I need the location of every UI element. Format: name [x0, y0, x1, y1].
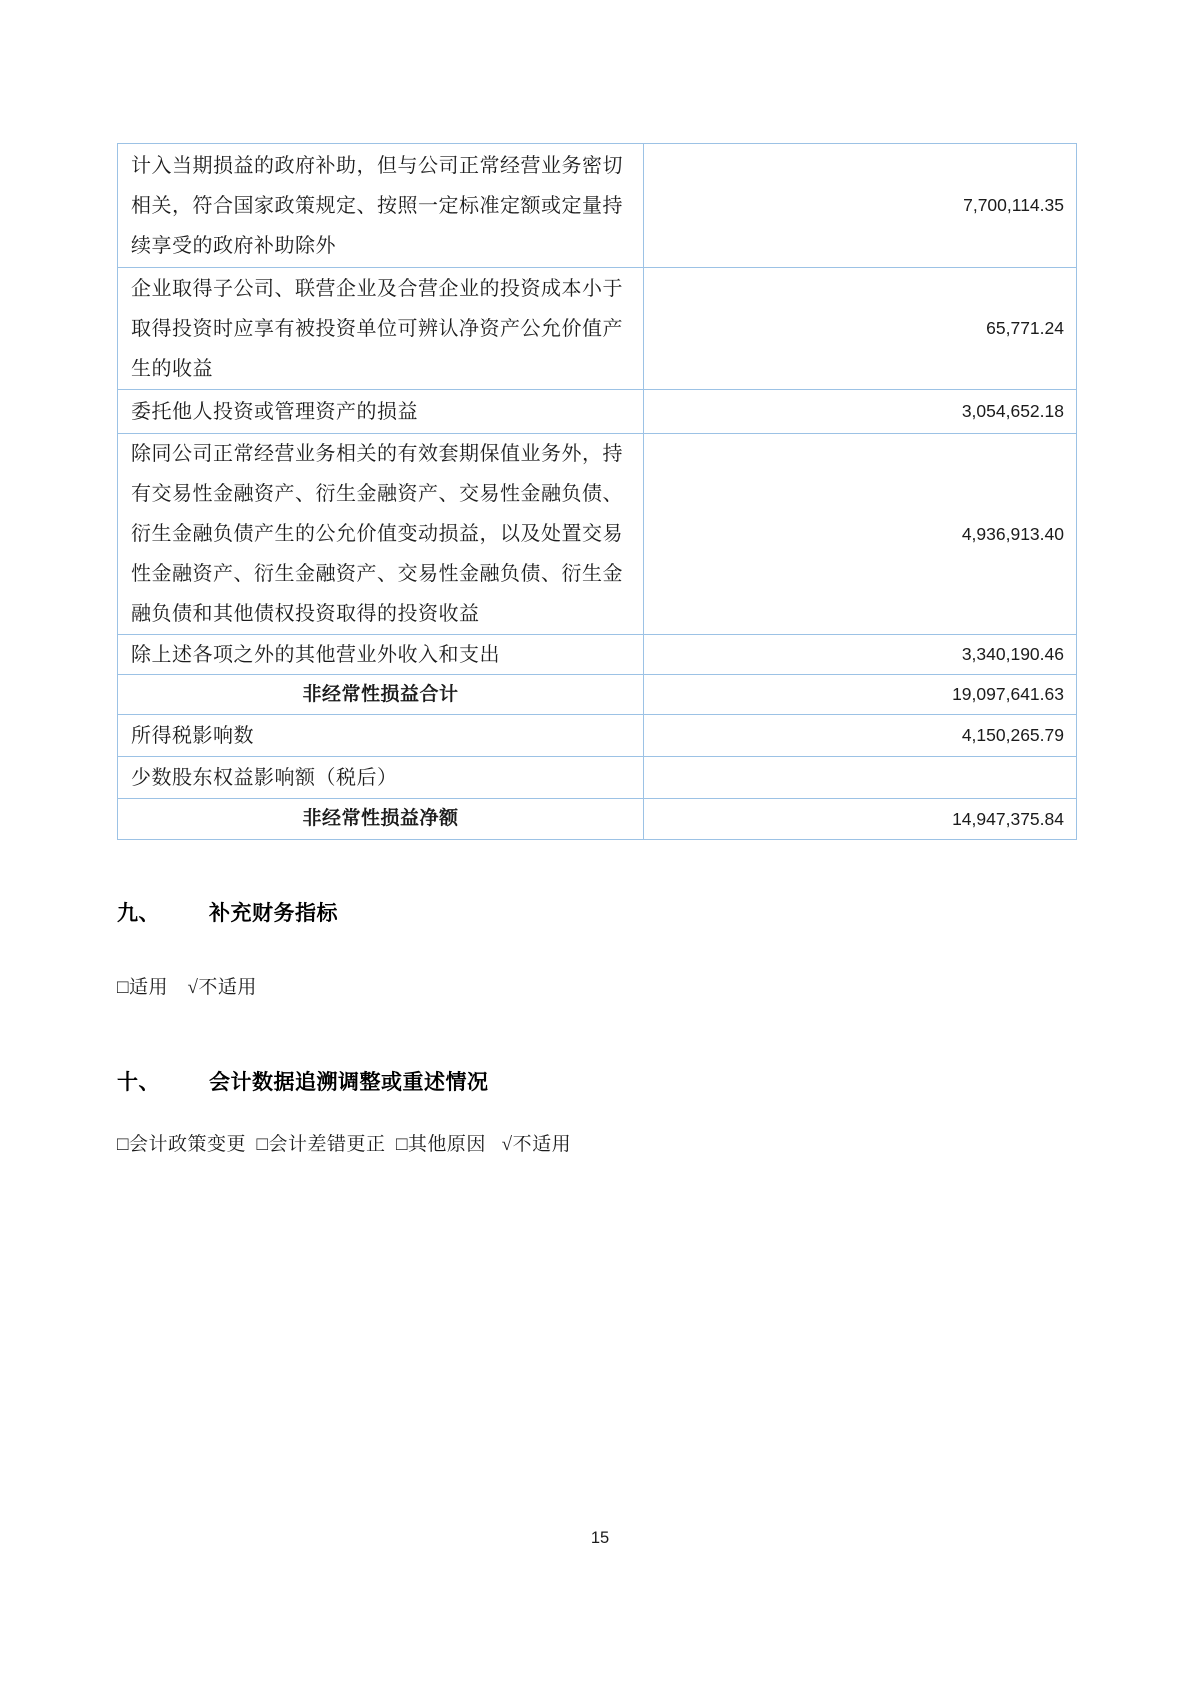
table-row — [118, 144, 1076, 268]
section-heading-10 — [117, 1066, 489, 1096]
item-label: 企业取得子公司、联营企业及合营企业的投资成本小于取得投资时应享有被投资单位可辨认净资产公允价值产生的收益 — [131, 277, 623, 380]
item-label: 委托他人投资或管理资产的损益 — [131, 400, 418, 423]
table-row — [118, 635, 1076, 675]
item-label-cell — [118, 635, 644, 674]
item-value: 4,150,265.79 — [961, 725, 1064, 745]
item-label-cell — [118, 715, 644, 756]
section-number: 十、 — [117, 1071, 160, 1094]
table-row — [118, 268, 1076, 390]
item-value: 4,936,913.40 — [961, 523, 1064, 544]
table-row — [118, 799, 1076, 839]
non-recurring-items-table — [117, 143, 1077, 840]
item-value-cell — [644, 715, 1076, 756]
item-label: 少数股东权益影响额（税后） — [131, 766, 398, 789]
item-value: 3,340,190.46 — [961, 644, 1064, 664]
item-value-cell — [644, 757, 1076, 798]
item-value-cell — [644, 799, 1076, 839]
item-label: 非经常性损益合计 — [302, 683, 459, 705]
section-number: 九、 — [117, 902, 160, 925]
item-label-cell — [118, 434, 644, 634]
section-title: 会计数据追溯调整或重述情况 — [209, 1071, 489, 1094]
table-row — [118, 715, 1076, 757]
item-value-cell — [644, 144, 1076, 267]
item-label-cell — [118, 757, 644, 798]
item-label-cell — [118, 268, 644, 389]
page-number: 15 — [590, 1529, 610, 1547]
item-value: 19,097,641.63 — [952, 684, 1064, 704]
section-heading-9 — [117, 897, 338, 927]
item-label: 除上述各项之外的其他营业外收入和支出 — [131, 643, 500, 666]
item-label-cell — [118, 390, 644, 433]
table-row — [118, 757, 1076, 799]
item-label: 所得税影响数 — [131, 724, 254, 747]
item-value: 14,947,375.84 — [952, 808, 1064, 829]
item-value-cell — [644, 635, 1076, 674]
item-label: 非经常性损益净额 — [302, 808, 459, 829]
item-value-cell — [644, 675, 1076, 714]
table-row — [118, 390, 1076, 434]
item-value-cell — [644, 434, 1076, 634]
item-label-cell — [118, 799, 644, 839]
item-value: 65,771.24 — [986, 318, 1064, 338]
item-label-cell — [118, 144, 644, 267]
item-value: 7,700,114.35 — [963, 195, 1064, 215]
applicability-options-10: □会计政策变更 □会计差错更正 □其他原因 √不适用 — [117, 1134, 572, 1155]
item-label-cell — [118, 675, 644, 714]
item-value: 3,054,652.18 — [961, 401, 1064, 421]
item-label: 计入当期损益的政府补助，但与公司正常经营业务密切相关，符合国家政策规定、按照一定标准定额或定量持续享受的政府补助除外 — [131, 154, 623, 257]
section-title: 补充财务指标 — [209, 902, 338, 925]
applicability-options-9: □适用 √不适用 — [117, 977, 257, 998]
table-row — [118, 675, 1076, 715]
item-value-cell — [644, 390, 1076, 433]
table-row — [118, 434, 1076, 635]
item-value-cell — [644, 268, 1076, 389]
item-label: 除同公司正常经营业务相关的有效套期保值业务外，持有交易性金融资产、衍生金融资产、交易性金融负债、衍生金融负债产生的公允价值变动损益，以及处置交易性金融资产、衍生金融资产、交易性金融负债、衍生金融负债和其他债权投资取得的投资收益 — [131, 443, 623, 625]
